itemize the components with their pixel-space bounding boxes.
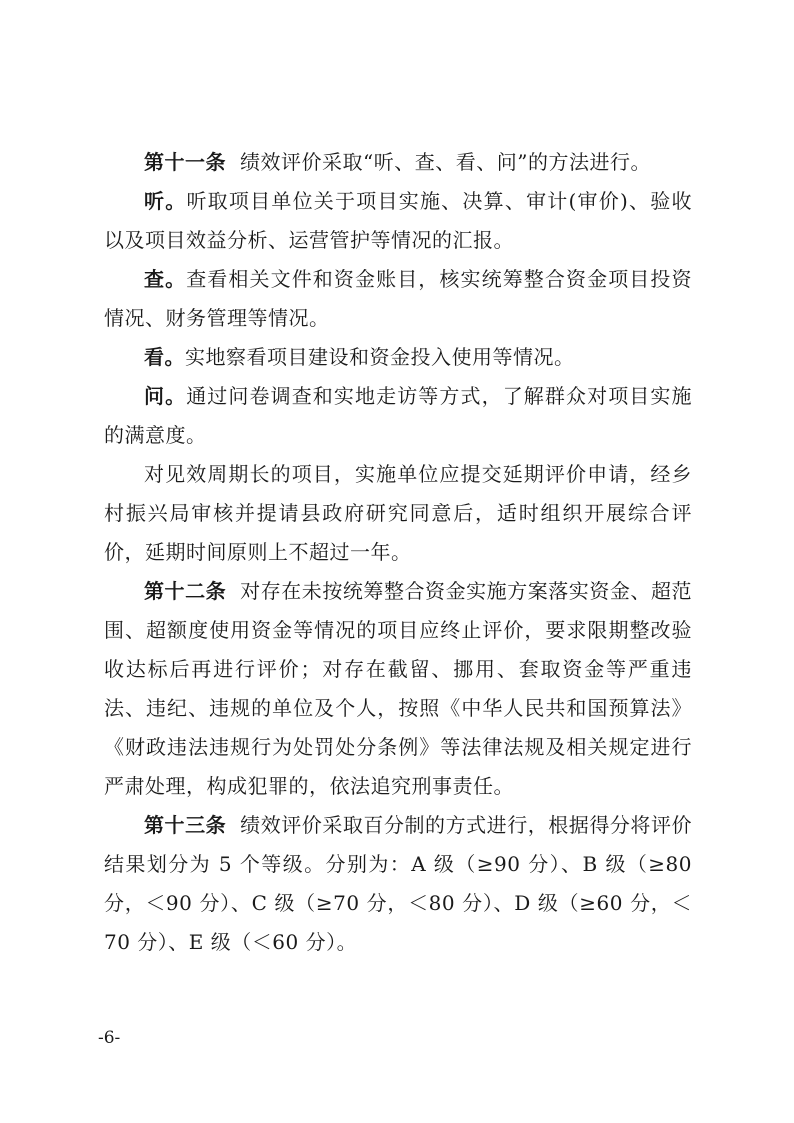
article-heading: 第十二条 [144, 579, 227, 603]
document-body [104, 143, 692, 962]
item-heading: 查。 [144, 267, 187, 291]
paragraph [104, 455, 692, 572]
article-heading: 第十三条 [144, 813, 227, 837]
item-heading: 听。 [144, 189, 187, 213]
paragraph [104, 572, 692, 806]
paragraph [104, 377, 692, 455]
paragraph [104, 143, 692, 182]
item-heading: 问。 [144, 384, 187, 408]
paragraph-text: 听取项目单位关于项目实施、决算、审计(审价)、验收以及项目效益分析、运营管护等情况的汇报。 [104, 189, 692, 252]
article-heading: 第十一条 [144, 150, 226, 174]
paragraph-text: 查看相关文件和资金账目，核实统筹整合资金项目投资情况、财务管理等情况。 [104, 267, 693, 330]
paragraph-text: 通过问卷调查和实地走访等方式，了解群众对项目实施的满意度。 [104, 384, 693, 447]
paragraph [104, 806, 692, 962]
page-number: -6- [98, 1028, 121, 1048]
paragraph [104, 182, 692, 260]
paragraph [104, 338, 692, 377]
paragraph-text: 实地察看项目建设和资金投入使用等情况。 [185, 345, 575, 369]
paragraph-text: 对见效周期长的项目，实施单位应提交延期评价申请，经乡村振兴局审核并提请县政府研究同意后，适时组织开展综合评价，延期时间原则上不超过一年。 [104, 462, 692, 564]
paragraph-text: 绩效评价采取百分制的方式进行，根据得分将评价结果划分为 5 个等级。分别为：A 级（≥90 分）、B 级（≥80 分，＜90 分）、C 级（≥70 分，＜80 分）、D 级（≥60 分，＜70 分）、E 级（＜60 分）。 [104, 813, 693, 954]
item-heading: 看。 [144, 345, 185, 369]
paragraph-text: 绩效评价采取“听、查、看、问”的方法进行。 [240, 150, 651, 174]
paragraph-text: 对存在未按统筹整合资金实施方案落实资金、超范围、超额度使用资金等情况的项目应终止评价，要求限期整改验收达标后再进行评价；对存在截留、挪用、套取资金等严重违法、违纪、违规的单位及个人，按照《中华人民共和国预算法》《财政违法违规行为处罚处分条例》等法律法规及相关规定进行严肃处理，构成犯罪的，依法追究刑事责任。 [104, 579, 693, 798]
paragraph [104, 260, 692, 338]
